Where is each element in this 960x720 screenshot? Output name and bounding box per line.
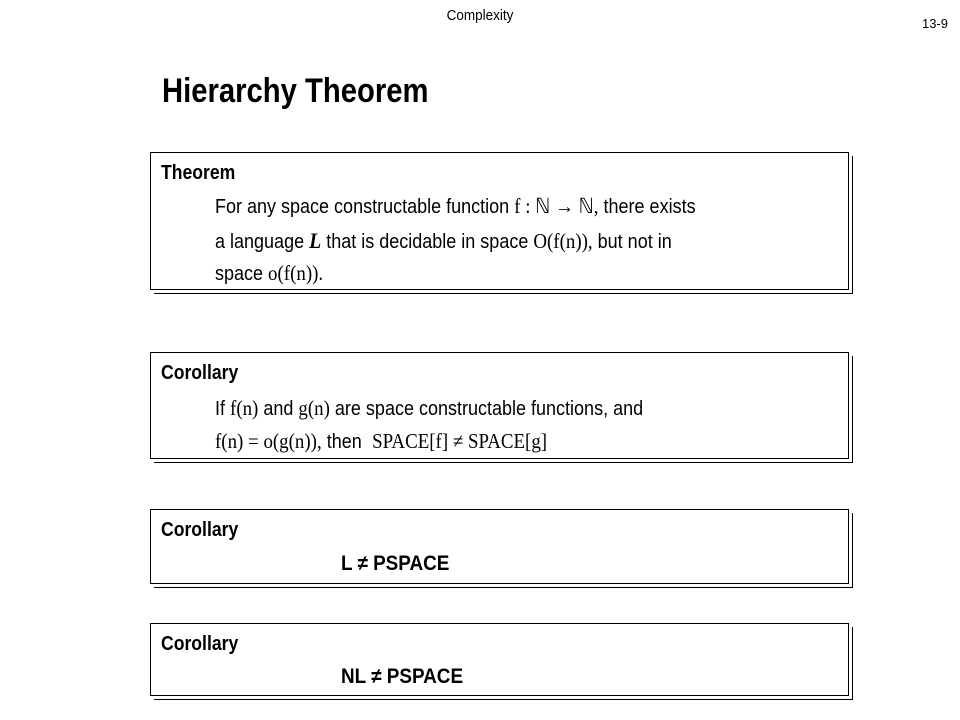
corollary-1-line-1 [215, 396, 643, 421]
corollary-1-line-2 [215, 429, 547, 454]
theorem-lower-bound: o(f(n)). [268, 261, 324, 285]
corollary-3-statement: NL ≠ PSPACE [341, 665, 464, 688]
theorem-heading: Theorem [161, 162, 236, 184]
corollary-2-heading: Corollary [161, 519, 239, 541]
slide-title: Hierarchy Theorem [162, 72, 429, 110]
page-number: 13-9 [921, 16, 948, 31]
theorem-line-1-tail: there exists [603, 196, 696, 218]
corollary-3-heading: Corollary [161, 633, 239, 655]
theorem-line-2-mid: that is decidable in space [326, 231, 529, 253]
theorem-line-2 [215, 228, 672, 254]
theorem-space-bound: O(f(n)), [533, 229, 593, 253]
theorem-line-3 [215, 261, 323, 286]
theorem-line-3-text: space [215, 263, 264, 285]
corollary-1-conclusion: SPACE[f] ≠ SPACE[g] [372, 429, 548, 453]
theorem-box [150, 152, 849, 290]
corollary-1-g: g(n) [298, 396, 330, 420]
corollary-1-condition: f(n) = o(g(n)), [215, 429, 322, 453]
corollary-1-box [150, 352, 849, 459]
language-symbol: L [309, 228, 322, 253]
corollary-2-box [150, 509, 849, 584]
course-header: Complexity [446, 7, 514, 24]
corollary-1-f: f(n) [230, 396, 259, 420]
corollary-1-and: and [263, 398, 294, 420]
theorem-line-2-text: a language [215, 231, 305, 253]
corollary-1-then: then [326, 431, 362, 453]
corollary-1-heading: Corollary [161, 362, 239, 384]
theorem-line-2-tail: but not in [597, 231, 672, 253]
corollary-3-box [150, 623, 849, 696]
corollary-2-statement: L ≠ PSPACE [341, 552, 450, 575]
theorem-function-signature: f : ℕ → ℕ, [514, 194, 599, 218]
corollary-1-line-1-tail: are space constructable functions, and [334, 398, 644, 420]
theorem-line-1-text: For any space constructable function [215, 196, 510, 218]
theorem-line-1 [215, 194, 696, 219]
corollary-1-if: If [215, 398, 226, 420]
